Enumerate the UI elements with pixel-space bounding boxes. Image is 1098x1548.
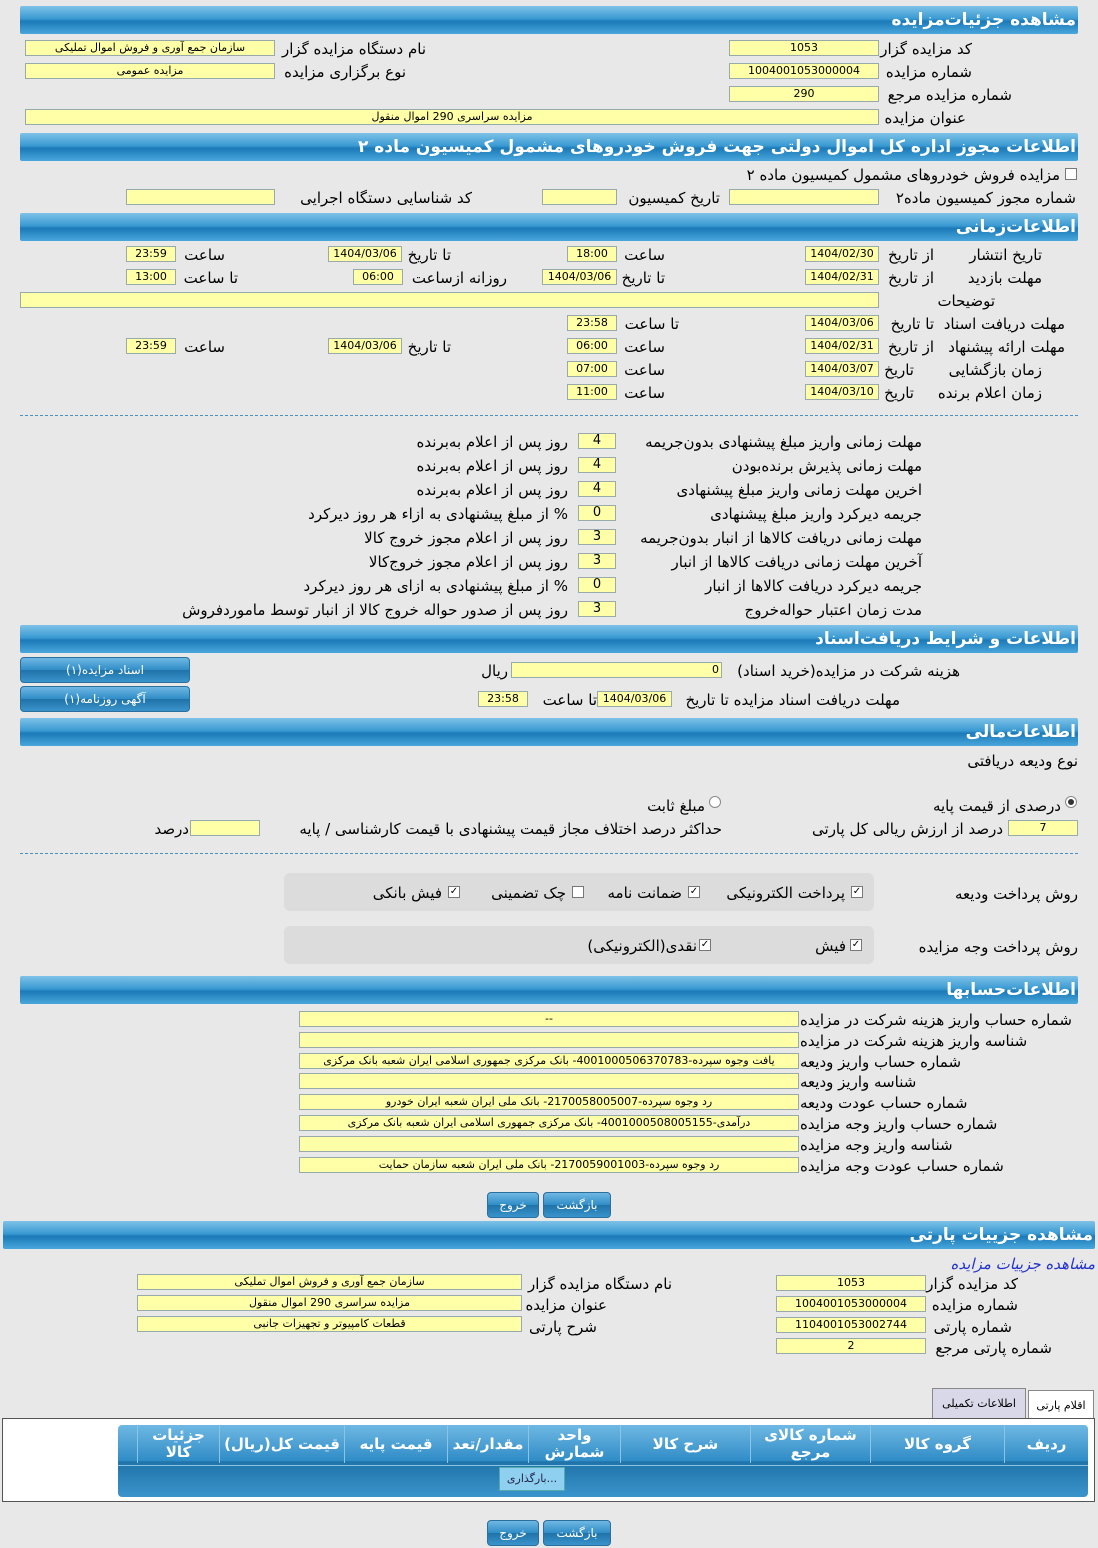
docs-to-label: تا تاریخ [890, 315, 934, 333]
desc-label: توضیحات [937, 292, 995, 310]
deadline-suffix: روز پس از اعلام مجوز خروج‌کالا [368, 553, 568, 571]
open-label: زمان بازگشایی [948, 361, 1042, 379]
deadline-label: مهلت زمانی دریافت کالاها از انبار بدون‌جریمه [640, 529, 922, 547]
cheque-checkbox[interactable] [572, 886, 584, 898]
lot-title-field: مزایده سراسری 290 اموال منقول [137, 1295, 522, 1311]
article2-checkbox[interactable] [1065, 168, 1077, 180]
deadline-suffix: روز پس از صدور حواله خروج کالا از انبار توسط ماموردفروش [182, 601, 568, 619]
column-header[interactable]: شرح کالا [620, 1425, 750, 1463]
auction-ref-label: شماره مزایده مرجع [887, 86, 1012, 104]
deadline-label: اخرین مهلت زمانی واریز مبلغ پیشنهادی [676, 481, 922, 499]
offer-to-field: 1404/03/06 [328, 338, 402, 354]
exec-id-label: کد شناسایی دستگاه اجرایی [300, 189, 472, 207]
open-date-label: تاریخ [884, 361, 914, 379]
column-header[interactable]: جزئیات کالا [137, 1425, 219, 1463]
max-diff-field [190, 820, 260, 836]
visit-label: مهلت بازدید [967, 269, 1042, 287]
auction-details-header: مشاهده جزئیات‌مزایده [20, 6, 1078, 34]
auction-number-label: شماره مزایده [885, 63, 972, 81]
lot-code-label: کد مزایده گزار [926, 1275, 1018, 1293]
visit-daily-from-label: روزانه ازساعت [411, 269, 507, 287]
visit-from-time-field: 06:00 [353, 269, 403, 285]
account-label: شماره حساب عودت ودیعه [800, 1094, 968, 1113]
deadline-value-field: 4 [578, 457, 616, 473]
lot-desc-label: شرح پارتی [529, 1318, 597, 1336]
lot-org-label: نام دستگاه مزایده گزار [527, 1275, 672, 1293]
account-value-field [299, 1032, 799, 1048]
winner-time-field: 11:00 [567, 384, 617, 400]
offer-to-time-label: ساعت [184, 338, 225, 356]
docs-deadline-label: مهلت دریافت اسناد [943, 315, 1065, 333]
percent-value-field: 7 [1008, 820, 1078, 836]
column-header[interactable]: قیمت پایه [344, 1425, 447, 1463]
open-time-field: 07:00 [567, 361, 617, 377]
auction-code-label: کد مزایده گزار [880, 40, 972, 58]
visit-to-time-field: 13:00 [126, 269, 176, 285]
finance-header: اطلاعات‌مالی [20, 718, 1078, 746]
winner-date-label: تاریخ [884, 384, 914, 402]
deadline-value-field: 4 [578, 481, 616, 497]
deadline-suffix: روز پس از اعلام به‌برنده [416, 481, 568, 499]
exec-id-field [126, 189, 275, 205]
docs-deadline-time-field: 23:58 [478, 691, 528, 707]
commission-date-field [542, 189, 617, 205]
publish-label: تاریخ انتشار [969, 246, 1042, 264]
auction-docs-button[interactable]: اسناد مزایده(۱) [20, 657, 190, 683]
column-header[interactable]: واحد شمارش [528, 1425, 620, 1463]
winner-date-field: 1404/03/10 [805, 384, 879, 400]
auction-title-label: عنوان مزایده [884, 109, 966, 127]
offer-from-time-field: 06:00 [567, 338, 617, 354]
visit-from-field: 1404/02/31 [805, 269, 879, 285]
electronic-payment-label: پرداخت الکترونیکی [726, 884, 845, 902]
visit-from-label: از تاریخ [887, 269, 934, 287]
publish-to-time-field: 23:59 [126, 246, 176, 262]
lot-ref-label: شماره پارتی مرجع [935, 1339, 1052, 1357]
docs-deadline-to-label: مهلت دریافت اسناد مزایده تا تاریخ [685, 691, 900, 709]
accounts-header: اطلاعات‌حسابها [20, 976, 1078, 1004]
view-auction-details-link[interactable]: مشاهده جزییات مزایده [950, 1255, 1095, 1273]
deposit-methods-panel [284, 873, 874, 911]
payment-methods-panel [284, 926, 874, 964]
column-header[interactable]: مقدار/تعد [447, 1425, 528, 1463]
separator [20, 853, 1078, 854]
deadline-label: مهلت زمانی واریز مبلغ پیشنهادی بدون‌جریمه [645, 433, 922, 451]
docs-header: اطلاعات و شرایط دریافت‌اسناد [20, 625, 1078, 653]
auction-org-field: سازمان جمع آوری و فروش اموال تملیکی [25, 40, 275, 56]
bank-slip-label: فیش بانکی [372, 884, 442, 902]
loading-indicator: بارگذاری... [499, 1467, 565, 1491]
article2-checkbox-label: مزایده فروش خودروهای مشمول کمیسیون ماده ۲ [746, 166, 1060, 184]
account-value-field: درآمدی-4001000508005155- بانک مرکزی جمهوری اسلامی ایران شعبه بانک مرکزی [299, 1115, 799, 1131]
fee-currency: ریال [481, 662, 508, 680]
account-value-field [299, 1136, 799, 1152]
percent-radio-label: درصدی از قیمت پایه [932, 797, 1061, 815]
newspaper-ad-button[interactable]: آگهی روزنامه(۱) [20, 686, 190, 712]
lot-ref-field: 2 [776, 1338, 926, 1354]
back-button[interactable]: بازگشت [543, 1192, 611, 1218]
offer-deadline-label: مهلت ارائه پیشنهاد [948, 338, 1065, 356]
fixed-radio-label: مبلغ ثابت [647, 797, 705, 815]
cash-payment-checkbox[interactable]: ✓ [700, 939, 710, 950]
account-label: شماره حساب واریز ودیعه [800, 1052, 962, 1071]
lot-details-header: مشاهده جزییات پارتی [3, 1221, 1095, 1249]
lot-no-label: شماره پارتی [933, 1318, 1012, 1336]
account-value-field: یافت وجوه سپرده-4001000506370783- بانک مرکزی جمهوری اسلامی ایران شعبه بانک مرکزی [299, 1053, 799, 1069]
account-value-field: رد وجوه سپرده-2170059001003- بانک ملی ایران شعبه سازمان حمایت [299, 1157, 799, 1173]
fee-field: 0 [511, 662, 722, 678]
winner-label: زمان اعلام برنده [937, 384, 1042, 402]
deadline-value-field: 3 [578, 553, 616, 569]
auction-code-field: 1053 [729, 40, 879, 56]
winner-time-label: ساعت [624, 384, 665, 402]
bank-slip-checkbox[interactable]: ✓ [449, 886, 459, 897]
desc-field [20, 292, 879, 308]
cash-payment-label: نقدی(الکترونیکی) [587, 937, 697, 955]
publish-from-label: از تاریخ [887, 246, 934, 264]
deadline-label: جریمه دیرکرد واریز مبلغ پیشنهادی [710, 505, 922, 523]
lot-auction-number-label: شماره مزایده [931, 1296, 1018, 1314]
lot-desc-field: قطعات کامپیوتر و تجهیزات جانبی [137, 1316, 522, 1332]
deadline-value-field: 0 [578, 505, 616, 521]
publish-to-label: تا تاریخ [407, 246, 451, 264]
deadline-suffix: روز پس از اعلام به‌برنده [416, 457, 568, 475]
electronic-payment-checkbox[interactable]: ✓ [852, 886, 862, 897]
commission-no-label: شماره مجوز کمیسیون ماده۲ [895, 189, 1076, 207]
deadline-value-field: 3 [578, 601, 616, 617]
account-value-field: -- [299, 1011, 799, 1027]
percent-value-suffix: درصد از ارزش ریالی کل پارتی [812, 820, 1003, 838]
publish-to-time-label: ساعت [184, 246, 225, 264]
docs-to-time-field: 23:58 [567, 315, 617, 331]
commission-date-label: تاریخ کمیسیون [628, 189, 720, 207]
auction-title-field: مزایده سراسری 290 اموال منقول [25, 109, 879, 125]
lot-no-field: 1104001053002744 [776, 1317, 926, 1333]
deadline-value-field: 0 [578, 577, 616, 593]
account-label: شماره حساب عودت وجه مزایده [800, 1156, 1004, 1175]
deadline-label: جریمه دیرکرد دریافت کالاها از انبار [705, 577, 922, 595]
deposit-method-label: روش پرداخت ودیعه [954, 885, 1078, 903]
cheque-label: چک تضمینی [491, 884, 566, 902]
offer-to-label: تا تاریخ [407, 338, 451, 356]
account-label: شماره حساب واریز هزینه شرکت در مزایده [800, 1011, 1072, 1029]
column-header[interactable]: ردیف [1004, 1425, 1088, 1463]
column-header[interactable]: گروه کالا [870, 1425, 1004, 1463]
deadline-suffix: % از مبلغ پیشنهادی به ازای هر روز دیرکرد [303, 577, 568, 595]
publish-from-time-label: ساعت [624, 246, 665, 264]
docs-to-time-label: تا ساعت [624, 315, 679, 333]
account-value-field [299, 1073, 799, 1089]
docs-to-field: 1404/03/06 [805, 315, 879, 331]
deadline-suffix: % از مبلغ پیشنهادی به ازاء هر روز دیرکرد [308, 505, 568, 523]
slip-payment-checkbox[interactable]: ✓ [851, 939, 861, 950]
deadline-suffix: روز پس از اعلام به‌برنده [416, 433, 568, 451]
deadline-value-field: 3 [578, 529, 616, 545]
auction-type-field: مزایده عمومی [25, 63, 275, 79]
publish-from-field: 1404/02/30 [805, 246, 879, 262]
account-label: شماره حساب واریز وجه مزایده [800, 1115, 998, 1133]
deadline-label: مدت زمان اعتبار حواله‌خروج [744, 601, 922, 619]
account-label: شناسه واریز ودیعه [800, 1073, 917, 1092]
lot-exit-button[interactable]: خروج [487, 1520, 539, 1546]
guarantee-checkbox[interactable]: ✓ [689, 886, 699, 897]
fixed-radio[interactable] [709, 796, 721, 808]
timing-header: اطلاعات‌زمانی [20, 213, 1078, 241]
docs-deadline-date-field: 1404/03/06 [597, 691, 672, 707]
deadline-value-field: 4 [578, 433, 616, 449]
open-time-label: ساعت [624, 361, 665, 379]
deadline-label: مهلت زمانی پذیرش برنده‌بودن [731, 457, 922, 475]
max-diff-suffix: درصد [154, 820, 189, 838]
offer-to-time-field: 23:59 [126, 338, 176, 354]
lot-back-button[interactable]: بازگشت [543, 1520, 611, 1546]
separator [20, 415, 1078, 416]
account-label: شناسه واریز وجه مزایده [800, 1135, 953, 1154]
tab-lot-items[interactable]: اقلام پارتی [1028, 1390, 1094, 1420]
lot-items-table [118, 1425, 1088, 1497]
visit-to-field: 1404/03/06 [542, 269, 617, 285]
offer-from-time-label: ساعت [624, 338, 665, 356]
payment-method-label: روش پرداخت وجه مزایده [918, 938, 1078, 956]
commission-no-field [729, 189, 879, 205]
max-diff-label: حداکثر درصد اختلاف مجاز قیمت پیشنهادی با قیمت کارشناسی / پایه [299, 820, 722, 838]
deadline-suffix: روز پس از اعلام مجوز خروج کالا [364, 529, 568, 547]
offer-from-label: از تاریخ [887, 338, 934, 356]
percent-radio[interactable] [1065, 796, 1077, 808]
offer-from-field: 1404/02/31 [805, 338, 879, 354]
guarantee-label: ضمانت نامه [607, 884, 682, 902]
auction-ref-field: 290 [729, 86, 879, 102]
docs-deadline-time-label: تا ساعت [542, 691, 597, 709]
exit-button[interactable]: خروج [487, 1192, 539, 1218]
auction-number-field: 1004001053000004 [729, 63, 879, 79]
auction-type-label: نوع برگزاری مزایده [284, 63, 406, 81]
account-label: شناسه واریز هزینه شرکت در مزایده [800, 1031, 1028, 1050]
publish-from-time-field: 18:00 [567, 246, 617, 262]
open-date-field: 1404/03/07 [805, 361, 879, 377]
tab-extra-info[interactable]: اطلاعات تکمیلی [932, 1388, 1026, 1420]
auction-org-label: نام دستگاه مزایده گزار [281, 40, 426, 58]
deposit-type-label: نوع ودیعه دریافتی [967, 752, 1078, 770]
lot-auction-number-field: 1004001053000004 [776, 1296, 926, 1312]
visit-to-label: تا تاریخ [621, 269, 665, 287]
lot-title-label: عنوان مزایده [525, 1296, 607, 1314]
slip-payment-label: فیش [815, 937, 846, 955]
column-header[interactable]: قیمت کل(ریال) [219, 1425, 344, 1463]
account-value-field: رد وجوه سپرده-2170058005007- بانک ملی ایران شعبه ایران خودرو [299, 1094, 799, 1110]
visit-to-time-label: تا ساعت [183, 269, 238, 287]
column-header[interactable]: شماره کالای مرجع [750, 1425, 870, 1463]
lot-org-field: سازمان جمع آوری و فروش اموال تملیکی [137, 1274, 522, 1290]
lot-code-field: 1053 [776, 1275, 926, 1291]
permit-header: اطلاعات مجوز اداره کل اموال دولتی جهت فروش خودروهای مشمول کمیسیون ماده ۲ [20, 133, 1078, 161]
fee-label: هزینه شرکت در مزایده(خرید اسناد) [737, 662, 960, 680]
deadline-label: آخرین مهلت زمانی دریافت کالاها از انبار [671, 553, 922, 571]
table-divider [118, 1465, 1088, 1466]
publish-to-field: 1404/03/06 [328, 246, 402, 262]
